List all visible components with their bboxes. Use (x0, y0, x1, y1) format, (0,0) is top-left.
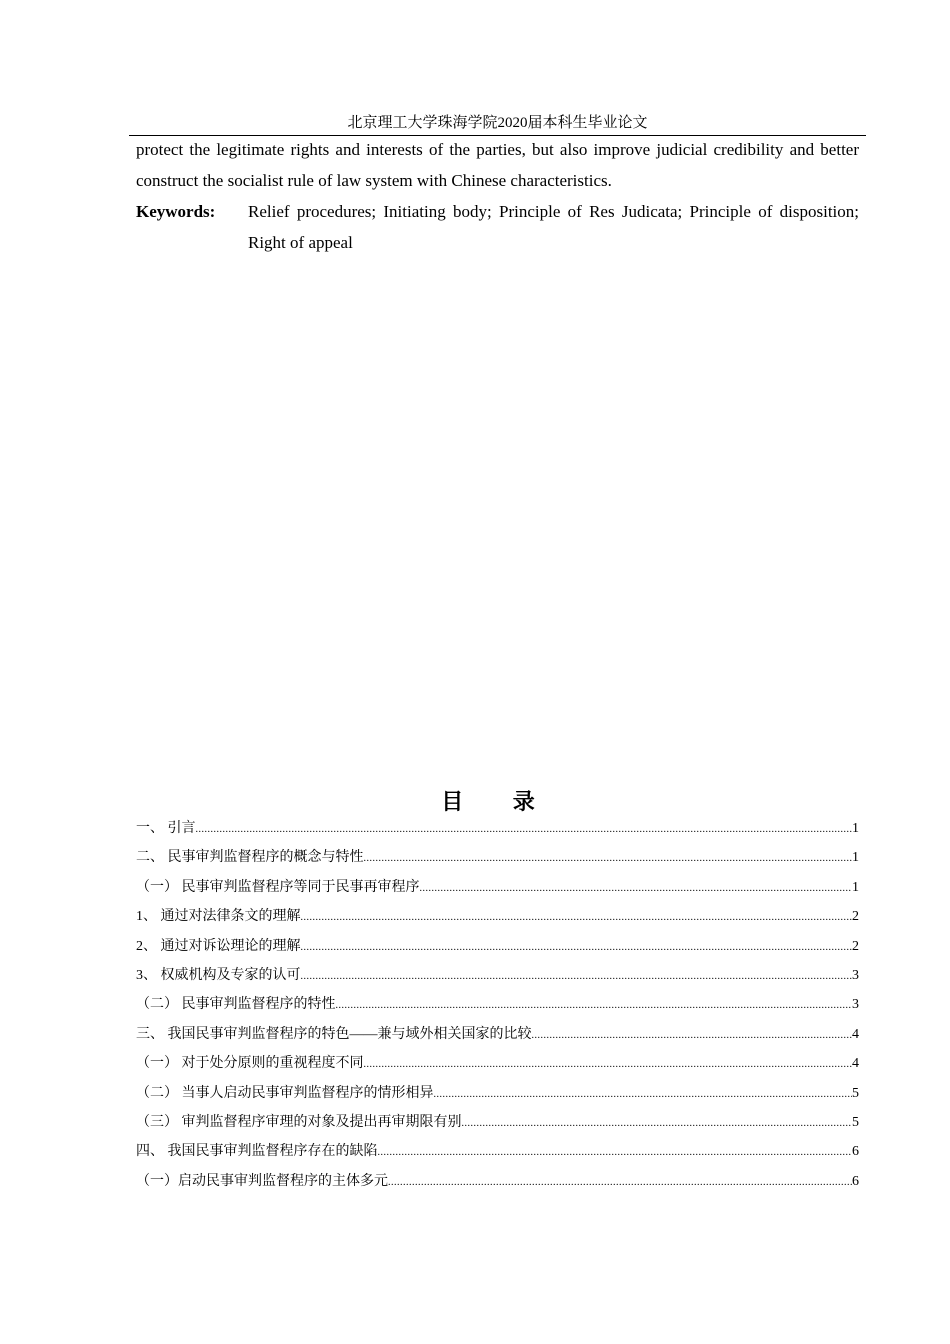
toc-title: 目 录 (441, 789, 557, 814)
toc-entry[interactable] (136, 843, 859, 872)
toc-entry-text: （一） 民事审判监督程序等同于民事再审程序 (136, 879, 420, 895)
toc-entry-text: 1、 通过对法律条文的理解 (136, 909, 301, 925)
toc-entry[interactable] (136, 873, 859, 902)
toc-leader-dots (532, 1021, 853, 1050)
toc-page-number: 3 (852, 967, 859, 983)
toc-leader-dots (388, 1168, 852, 1197)
toc-page-number: 5 (852, 1114, 859, 1130)
toc-leader-dots (462, 1109, 853, 1138)
toc-entry-text: 3、 权威机构及专家的认可 (136, 967, 301, 983)
toc-entry-text: 二、 民事审判监督程序的概念与特性 (136, 850, 364, 866)
toc-leader-dots (336, 991, 853, 1020)
toc-page-number: 2 (852, 909, 859, 925)
abstract-paragraph: protect the legitimate rights and interests of the parties, but also improve judicial credibility and better construct the socialist rule of law system with Chinese characteristics. (136, 140, 859, 190)
toc-entry-text: （二） 当事人启动民事审判监督程序的情形相异 (136, 1085, 434, 1101)
toc-leader-dots (420, 874, 853, 903)
toc-entry[interactable] (136, 1167, 859, 1196)
toc-page-number: 4 (852, 1056, 859, 1072)
toc-leader-dots (301, 933, 853, 962)
running-header: 北京理工大学珠海学院2020届本科生毕业论文 (347, 115, 648, 131)
toc-entry-text: 四、 我国民事审判监督程序存在的缺陷 (136, 1144, 378, 1160)
toc-leader-dots (196, 815, 853, 844)
toc-entry[interactable] (136, 902, 859, 931)
keywords-row (136, 196, 859, 258)
toc-entry[interactable] (136, 1049, 859, 1078)
toc-page-number: 5 (852, 1085, 859, 1101)
toc-leader-dots (434, 1080, 853, 1109)
toc-page-number: 4 (852, 1026, 859, 1042)
toc-entry-text: （二） 民事审判监督程序的特性 (136, 997, 336, 1013)
toc-entry[interactable] (136, 990, 859, 1019)
toc-leader-dots (378, 1138, 853, 1167)
toc-leader-dots (301, 962, 853, 991)
toc-entry[interactable] (136, 932, 859, 961)
toc-leader-dots (364, 844, 853, 873)
keywords-text: Relief procedures; Initiating body; Principle of Res Judicata; Principle of disposition; Right of appeal (248, 202, 859, 252)
table-of-contents (136, 814, 859, 1196)
toc-page-number: 3 (852, 997, 859, 1013)
toc-page-number: 6 (852, 1144, 859, 1160)
keywords-label: Keywords: (136, 202, 216, 221)
toc-page-number: 6 (852, 1173, 859, 1189)
toc-page-number: 1 (852, 821, 859, 836)
toc-page-number: 1 (852, 850, 859, 866)
toc-entry-text: （一） 对于处分原则的重视程度不同 (136, 1056, 364, 1072)
toc-entry[interactable] (136, 1108, 859, 1137)
toc-entry-text: （一）启动民事审判监督程序的主体多元 (136, 1173, 388, 1189)
toc-entry-text: （三） 审判监督程序审理的对象及提出再审期限有别 (136, 1114, 462, 1130)
toc-entry[interactable] (136, 1137, 859, 1166)
toc-entry-text: 三、 我国民事审判监督程序的特色——兼与域外相关国家的比较 (136, 1026, 532, 1042)
english-abstract (136, 134, 859, 258)
toc-page-number: 2 (852, 938, 859, 954)
toc-leader-dots (364, 1050, 853, 1079)
toc-page-number: 1 (852, 879, 859, 895)
toc-leader-dots (301, 903, 853, 932)
toc-entry[interactable] (136, 1079, 859, 1108)
toc-entry-text: 2、 通过对诉讼理论的理解 (136, 938, 301, 954)
toc-entry[interactable] (136, 961, 859, 990)
toc-entry-text: 一、 引言 (136, 821, 196, 836)
toc-entry[interactable] (136, 814, 859, 843)
toc-entry[interactable] (136, 1020, 859, 1049)
